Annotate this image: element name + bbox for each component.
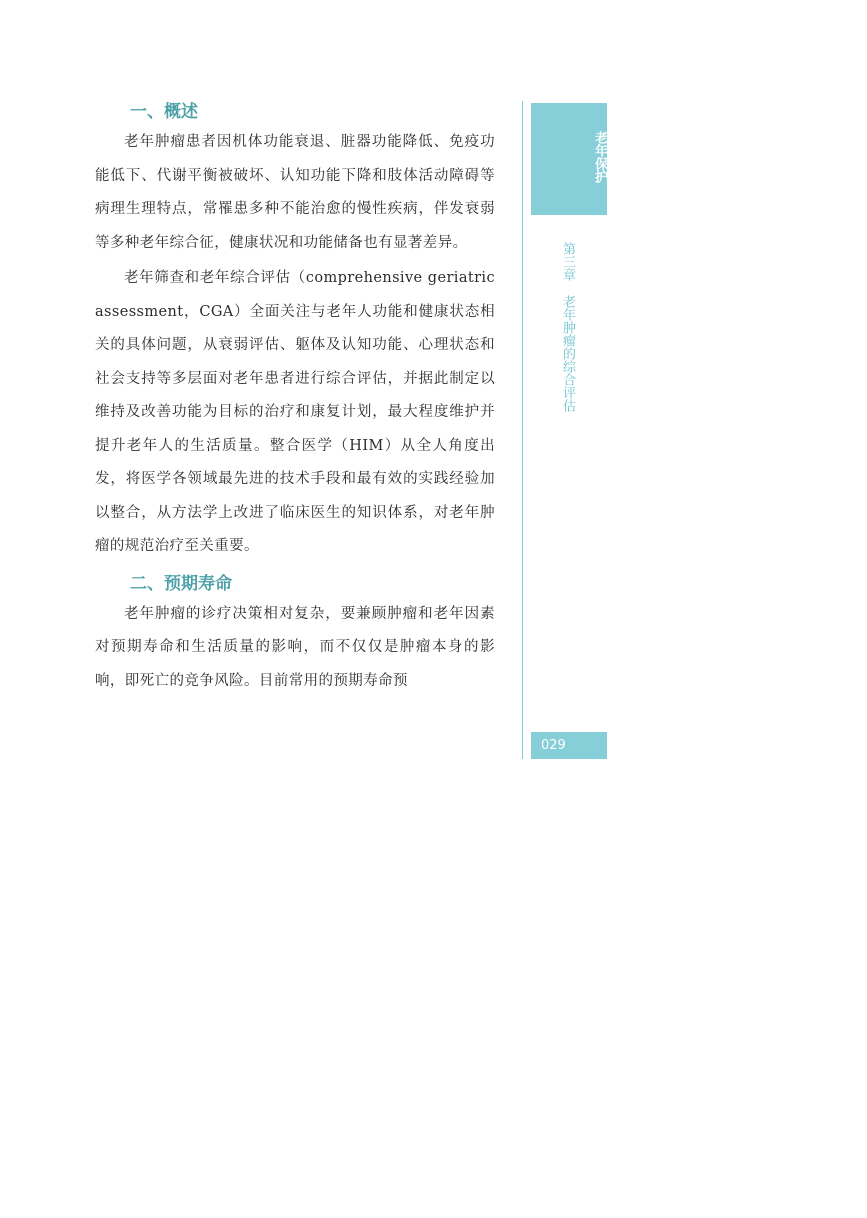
paragraph-overview-2: 老年筛查和老年综合评估（comprehensive geriatric assessment，CGA）全面关注与老年人功能和健康状态相关的具体问题，从衰弱评估、躯体及认知功能、心理状态和社会支持等多层面对老年患者进行综合评估，并据此制定以维持及改善功能为目标的治疗和康复计划，最大程度维护并提升老年人的生活质量。整合医学（HIM）从全人角度出发，将医学各领域最先进的技术手段和最有效的实践经验加以整合，从方法学上改进了临床医生的知识体系，对老年肿瘤的规范治疗至关重要。 bbox=[95, 270, 495, 554]
section-title-life-expectancy: 二、预期寿命 bbox=[130, 573, 232, 594]
paragraph-life-expectancy-1: 老年肿瘤的诊疗决策相对复杂，要兼顾肿瘤和老年因素对预期寿命和生活质量的影响，而不仅仅是肿瘤本身的影响，即死亡的竞争风险。目前常用的预期寿命预 bbox=[95, 605, 495, 689]
section-title-overview: 一、概述 bbox=[130, 102, 198, 122]
chapter-title: 老年肿瘤的综合评估 bbox=[560, 295, 575, 412]
main-content bbox=[95, 98, 495, 698]
paragraph-overview-1: 老年肿瘤患者因机体功能衰退、脏器功能降低、免疫功能低下、代谢平衡被破坏、认知功能下降和肢体活动障碍等病理生理特点，常罹患多种不能治愈的慢性疾病，伴发衰弱等多种老年综合征，健康状况和功能储备也有显著差异。 bbox=[95, 134, 495, 251]
page-number: 029 bbox=[541, 738, 566, 753]
chapter-number: 第三章 bbox=[560, 242, 575, 281]
section-tab bbox=[531, 103, 607, 215]
chapter-running-head bbox=[555, 242, 575, 412]
page-number-tab bbox=[531, 732, 607, 759]
section-tab-label: 老年保护 bbox=[592, 131, 607, 183]
margin-divider bbox=[522, 101, 523, 759]
